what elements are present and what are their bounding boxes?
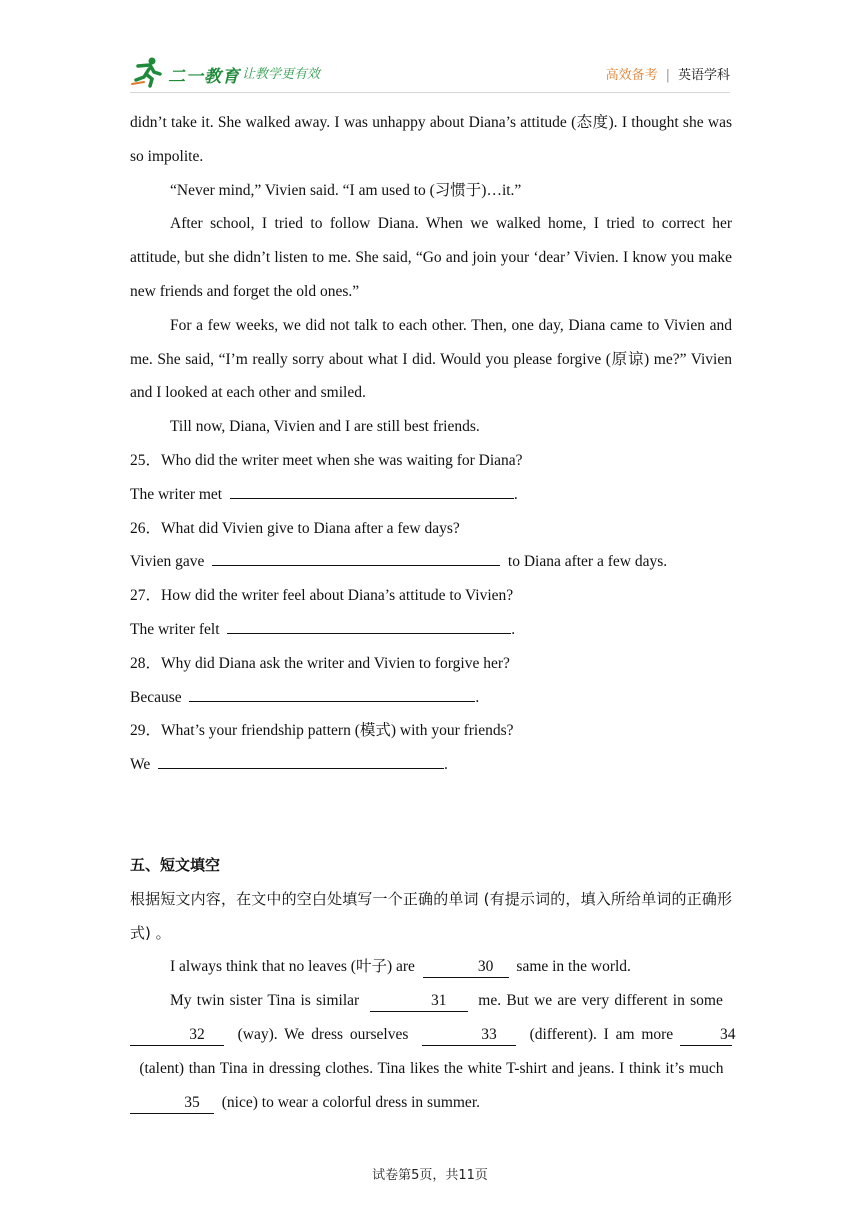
cloze-text: (nice) to wear a colorful dress in summer. — [221, 1093, 480, 1111]
cloze-text: me. But we are very different in some — [478, 992, 723, 1010]
passage-paragraph: For a few weeks, we did not talk to each other. Then, one day, Diana came to Vivien and me. She said, “I’m really sorry about what I did. Would you please forgive (原谅) me?” Vivien and I looked at each other and smiled. — [130, 316, 732, 402]
answer-suffix: . — [511, 620, 516, 638]
answer-blank[interactable] — [189, 681, 475, 702]
section-gap — [130, 782, 732, 849]
question-26: 26．What did Vivien give to Diana after a few days? — [130, 519, 460, 537]
answer-line-28 — [130, 681, 732, 715]
question-29: 29．What’s your friendship pattern (模式) with your friends? — [130, 722, 514, 740]
runner-logo-icon — [130, 56, 164, 88]
question-27: 27．How did the writer feel about Diana’s attitude to Vivien? — [130, 587, 514, 605]
cloze-text: same in the world. — [516, 958, 631, 976]
answer-line-27 — [130, 613, 732, 647]
logo-slogan: 让教学更有效 — [242, 67, 321, 82]
cloze-blank-35[interactable]: 35 — [130, 1093, 214, 1114]
answer-prefix: Vivien gave — [130, 553, 205, 571]
answer-line-29 — [130, 748, 732, 782]
cloze-text: I always think that no leaves (叶子) are — [170, 958, 415, 976]
cloze-paragraph-1 — [130, 950, 732, 984]
header-tag: 高效备考 — [605, 68, 658, 83]
page-footer: 试卷第5页，共11页 — [372, 1168, 488, 1183]
cloze-text: (different). I am more — [529, 1025, 674, 1043]
header-subject: 英语学科 — [677, 68, 730, 83]
cloze-text: (talent) than Tina in dressing clothes. Tina likes the white T-shirt and jeans. I think it’s much — [139, 1059, 724, 1077]
cloze-blank-33[interactable]: 33 — [422, 1025, 516, 1046]
answer-line-25 — [130, 478, 732, 512]
page-header — [130, 52, 730, 92]
section-title: 五、短文填空 — [130, 855, 221, 874]
section-instruction: 根据短文内容，在文中的空白处填写一个正确的单词 (有提示词的，填入所给单词的正确形式) 。 — [130, 889, 732, 942]
passage-paragraph: “Never mind,” Vivien said. “I am used to (习惯于)…it.” — [170, 181, 522, 199]
cloze-text: My twin sister Tina is similar — [170, 992, 360, 1010]
page-content — [130, 106, 736, 1119]
answer-suffix: . — [513, 485, 518, 503]
passage-paragraph: didn’t take it. She walked away. I was unhappy about Diana’s attitude (态度). I thought she was so impolite. — [130, 114, 732, 165]
header-right — [606, 64, 730, 83]
cloze-paragraph-2 — [130, 984, 736, 1119]
answer-blank[interactable] — [227, 613, 511, 634]
answer-prefix: We — [130, 756, 151, 774]
answer-line-26 — [130, 545, 732, 579]
cloze-blank-34[interactable]: 34 — [680, 1025, 732, 1046]
answer-blank[interactable] — [158, 748, 444, 769]
answer-prefix: The writer felt — [130, 620, 220, 638]
answer-prefix: The writer met — [130, 485, 223, 503]
answer-blank[interactable] — [230, 478, 514, 499]
answer-suffix: . — [475, 688, 480, 706]
passage-paragraph: After school, I tried to follow Diana. When we walked home, I tried to correct her attitude, but she didn’t listen to me. She said, “Go and join your ‘dear’ Vivien. I know you make new friends and forget the old ones.” — [130, 215, 732, 300]
passage-paragraph: Till now, Diana, Vivien and I are still best friends. — [170, 418, 480, 436]
question-28: 28．Why did Diana ask the writer and Vivien to forgive her? — [130, 654, 510, 672]
logo-text: 二一教育 — [168, 67, 240, 87]
cloze-text: (way). We dress ourselves — [237, 1025, 409, 1043]
cloze-blank-30[interactable]: 30 — [423, 957, 509, 978]
answer-suffix: . — [444, 756, 448, 774]
question-25: 25．Who did the writer meet when she was waiting for Diana? — [130, 451, 523, 469]
cloze-blank-32[interactable]: 32 — [130, 1025, 224, 1046]
answer-prefix: Because — [130, 688, 182, 706]
header-divider — [130, 92, 730, 93]
header-separator: | — [665, 68, 670, 83]
cloze-blank-31[interactable]: 31 — [370, 991, 468, 1012]
answer-blank[interactable] — [212, 545, 500, 566]
answer-suffix: to Diana after a few days. — [507, 553, 668, 571]
